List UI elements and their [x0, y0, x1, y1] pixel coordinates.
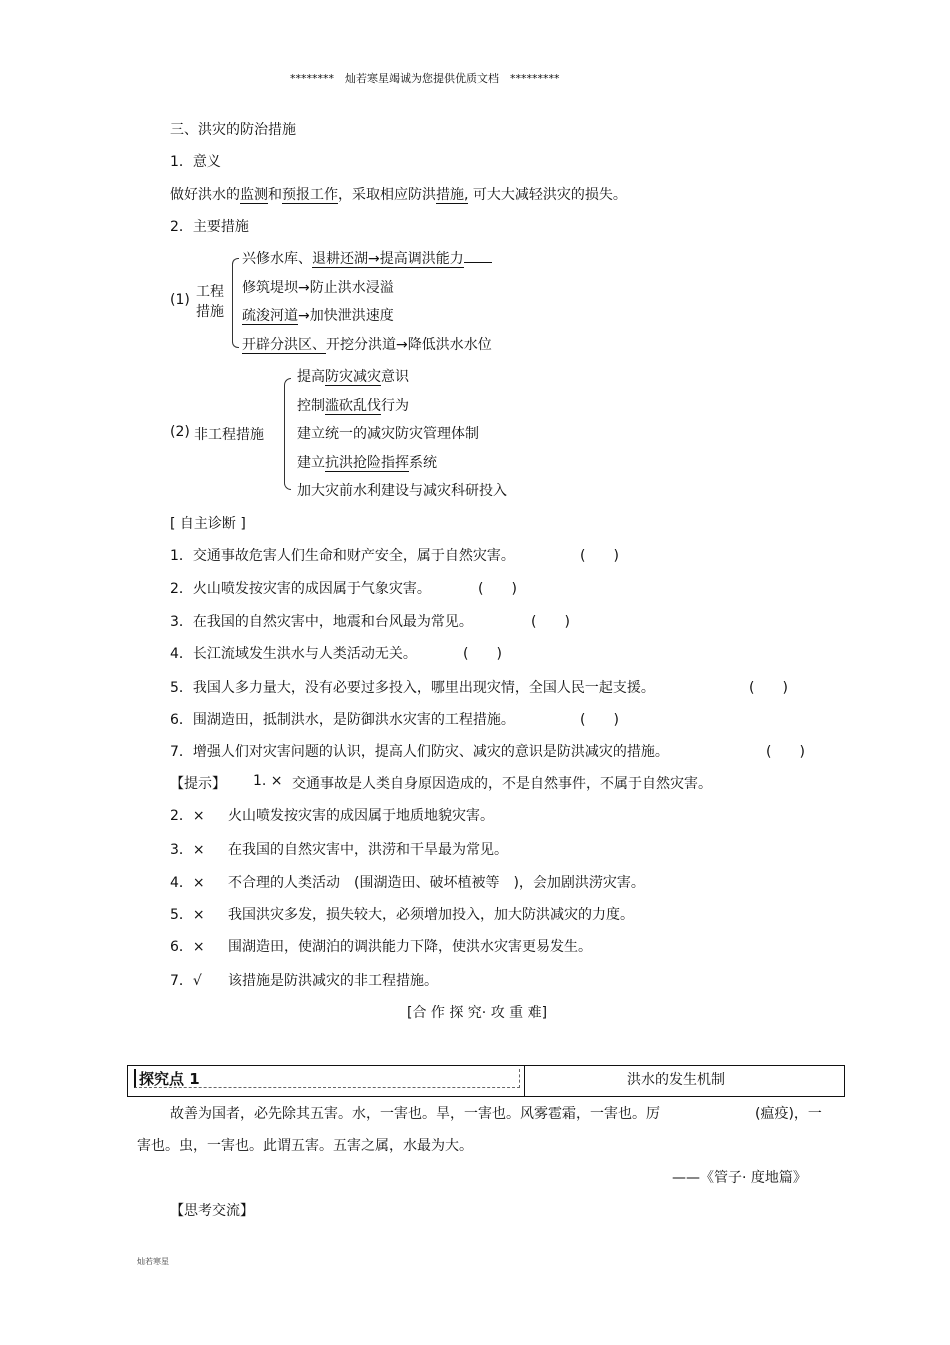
- hint-text-5: 我国洪灾多发，损失较大，必须增加投入，加大防洪减灾的力度。: [228, 907, 634, 923]
- hint-num-1: 1. ×: [253, 773, 283, 789]
- non-item-4: 建立抗洪抢险指挥系统: [297, 455, 437, 471]
- answer-paren: ( ): [580, 548, 619, 564]
- explore-box: [127, 1065, 845, 1097]
- diagnosis-item-7: 7．增强人们对灾害问题的认识，提高人们防灾、减灾的意识是防洪减灾的措施。: [170, 744, 669, 760]
- diagnosis-item-4: 4．长江流域发生洪水与人类活动无关。: [170, 646, 417, 662]
- meaning-heading: 1．意义: [170, 154, 221, 170]
- page-header: ******** 灿若寒星竭诚为您提供优质文档 *********: [290, 72, 560, 85]
- explore-tag: 探究点 1: [139, 1070, 200, 1088]
- quote-source: ——《管子· 度地篇》: [672, 1170, 807, 1186]
- hint-num-6: 6．×: [170, 939, 205, 955]
- coop-title: [合 作 探 究· 攻 重 难]: [407, 1005, 548, 1021]
- answer-paren: ( ): [478, 581, 517, 597]
- non-brace: [284, 378, 291, 490]
- non-number: (2): [170, 424, 190, 440]
- eng-number: (1): [170, 292, 190, 308]
- hint-label: 【提示】: [170, 776, 226, 792]
- hint-num-7: 7．√: [170, 973, 202, 989]
- answer-paren: ( ): [580, 712, 619, 728]
- explore-divider: [524, 1066, 525, 1096]
- eng-brace: [232, 258, 239, 348]
- hint-num-3: 3．×: [170, 842, 205, 858]
- answer-paren: ( ): [531, 614, 570, 630]
- hint-text-3: 在我国的自然灾害中，洪涝和干旱最为常见。: [228, 842, 508, 858]
- measures-heading: 2．主要措施: [170, 219, 249, 235]
- hint-text-6: 围湖造田，使湖泊的调洪能力下降，使洪水灾害更易发生。: [228, 939, 592, 955]
- non-item-5: 加大灾前水利建设与减灾科研投入: [297, 483, 507, 499]
- answer-paren: ( ): [749, 680, 788, 696]
- page-footer: 灿若寒星: [137, 1257, 169, 1266]
- eng-item-4: 开辟分洪区、开挖分洪道→降低洪水水位: [242, 337, 492, 353]
- non-item-3: 建立统一的减灾防灾管理体制: [297, 426, 479, 442]
- non-item-2: 控制滥砍乱伐行为: [297, 398, 409, 414]
- eng-item-1: 兴修水库、退耕还湖→提高调洪能力: [242, 248, 492, 268]
- meaning-text: 做好洪水的监测和预报工作，采取相应防洪措施, 可大大减轻洪灾的损失。: [170, 187, 627, 203]
- explore-title: 洪水的发生机制: [627, 1072, 725, 1088]
- quote-line-1-end: (瘟疫)，一: [755, 1106, 822, 1122]
- hint-num-5: 5．×: [170, 907, 205, 923]
- hint-num-2: 2．×: [170, 808, 205, 824]
- non-item-1: 提高防灾减灾意识: [297, 369, 409, 385]
- eng-label-1: 工程: [196, 284, 224, 300]
- answer-paren: ( ): [766, 744, 805, 760]
- diagnosis-title: [ 自主诊断 ]: [170, 516, 246, 532]
- hint-text-1: 交通事故是人类自身原因造成的，不是自然事件，不属于自然灾害。: [292, 776, 712, 792]
- quote-line-1: 故善为国者，必先除其五害。水，一害也。旱，一害也。风雾雹霜，一害也。厉: [170, 1106, 660, 1122]
- hint-text-4: 不合理的人类活动 (围湖造田、破坏植被等 )，会加剧洪涝灾害。: [228, 875, 645, 891]
- think-heading: 【思考交流】: [170, 1203, 254, 1219]
- non-label: 非工程措施: [194, 427, 264, 443]
- hint-text-2: 火山喷发按灾害的成因属于地质地貌灾害。: [228, 808, 494, 824]
- diagnosis-item-6: 6．围湖造田，抵制洪水，是防御洪水灾害的工程措施。: [170, 712, 515, 728]
- eng-item-2: 修筑堤坝→防止洪水浸溢: [242, 280, 394, 296]
- diagnosis-item-2: 2．火山喷发按灾害的成因属于气象灾害。: [170, 581, 431, 597]
- diagnosis-item-5: 5．我国人多力量大，没有必要过多投入，哪里出现灾情，全国人民一起支援。: [170, 680, 655, 696]
- answer-paren: ( ): [463, 646, 502, 662]
- hint-num-4: 4．×: [170, 875, 205, 891]
- diagnosis-item-1: 1．交通事故危害人们生命和财产安全，属于自然灾害。: [170, 548, 515, 564]
- eng-label-2: 措施: [196, 304, 224, 320]
- section-title: 三、洪灾的防治措施: [170, 122, 296, 138]
- hint-text-7: 该措施是防洪减灾的非工程措施。: [228, 973, 438, 989]
- quote-line-2: 害也。虫，一害也。此谓五害。五害之属，水最为大。: [137, 1138, 473, 1154]
- eng-item-3: 疏浚河道→加快泄洪速度: [242, 308, 394, 324]
- diagnosis-item-3: 3．在我国的自然灾害中，地震和台风最为常见。: [170, 614, 473, 630]
